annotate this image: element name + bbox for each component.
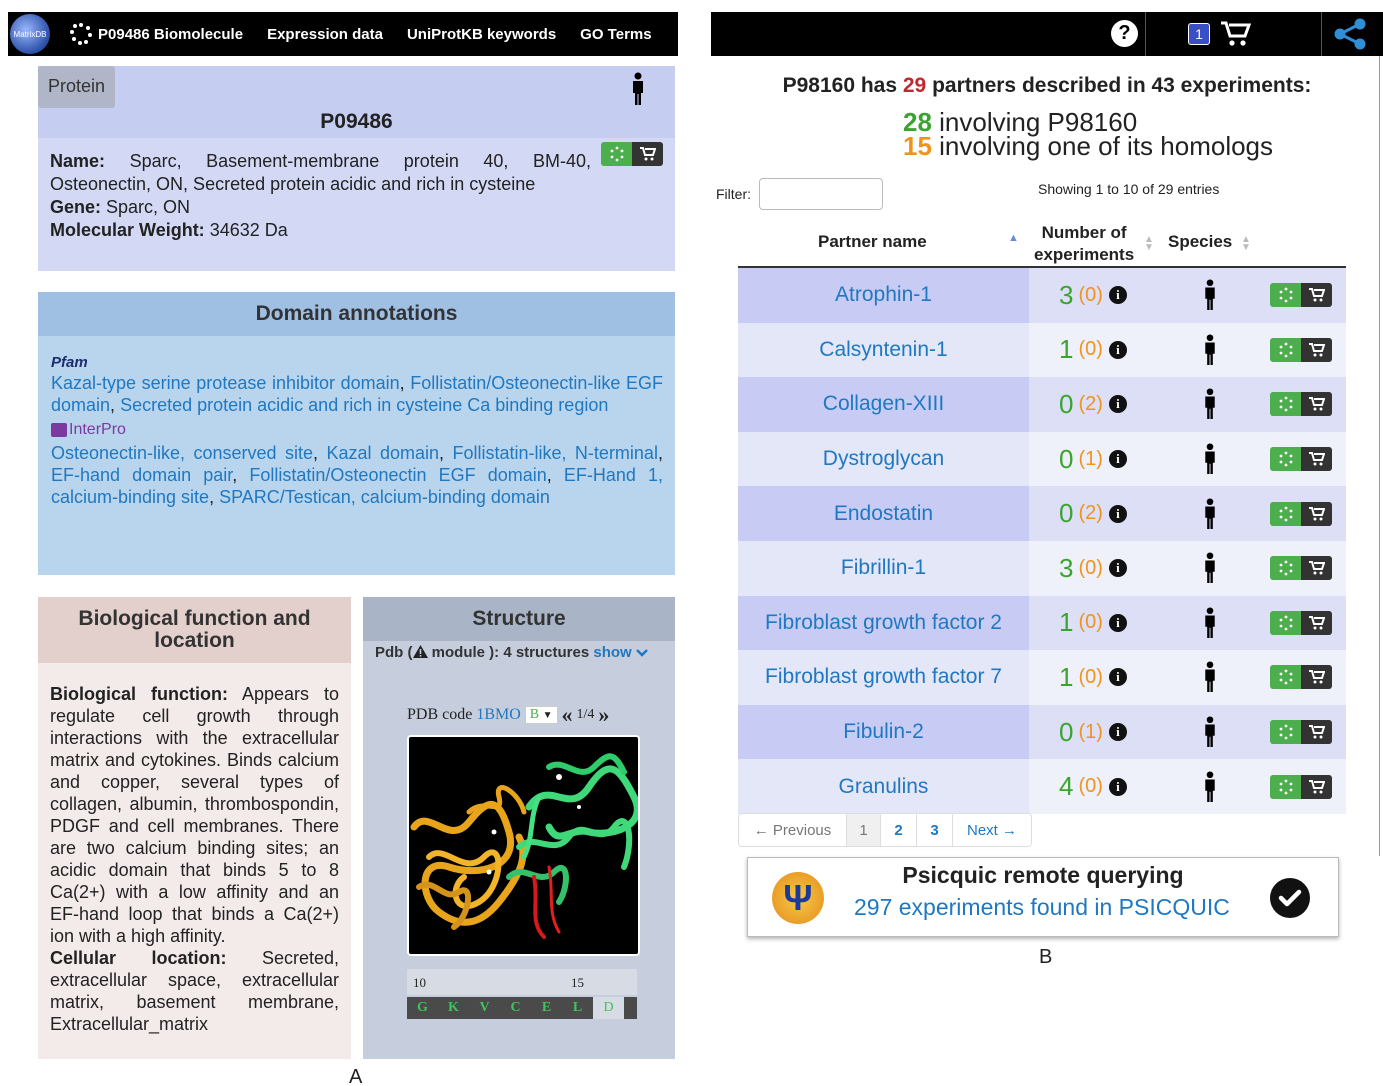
add-to-cart-button[interactable] bbox=[1270, 392, 1332, 416]
add-to-cart-button[interactable] bbox=[1270, 556, 1332, 580]
cart-icon[interactable] bbox=[1221, 21, 1251, 47]
pdb-code-label: PDB code bbox=[407, 706, 473, 723]
cart-icon bbox=[632, 142, 663, 166]
cart-icon bbox=[1301, 556, 1332, 580]
partner-link[interactable]: Dystroglycan bbox=[738, 432, 1029, 487]
filter-label: Filter: bbox=[716, 186, 751, 202]
homolog-count: (0) bbox=[1078, 338, 1103, 361]
cart-cell bbox=[1256, 611, 1346, 635]
species-cell bbox=[1164, 279, 1256, 311]
human-species-icon bbox=[1203, 607, 1217, 639]
partner-link[interactable]: Granulins bbox=[738, 759, 1029, 814]
species-cell bbox=[1164, 334, 1256, 366]
info-icon[interactable]: i bbox=[1109, 286, 1127, 304]
partner-link[interactable]: Calsyntenin-1 bbox=[738, 323, 1029, 378]
sequence-numbers bbox=[407, 969, 637, 995]
residue[interactable]: G bbox=[417, 1000, 428, 1015]
pfam-links: Kazal-type serine protease inhibitor domain, Follistatin/Osteonectin-like EGF domain, Secreted protein acidic and rich in cysteine Ca binding region bbox=[51, 373, 663, 415]
partner-link[interactable]: Endostatin bbox=[738, 486, 1029, 541]
structure-summary bbox=[363, 641, 675, 661]
cart-icon bbox=[1301, 502, 1332, 526]
mw-value: 34632 Da bbox=[209, 220, 288, 240]
domain-annotations-body bbox=[38, 336, 675, 508]
protein-tab[interactable]: Protein bbox=[38, 66, 115, 108]
sort-icon: ▲ ▼ bbox=[1241, 234, 1251, 253]
table-row bbox=[738, 432, 1346, 487]
sort-asc-icon: ▲ bbox=[1008, 232, 1019, 244]
nav-go-terms[interactable]: GO Terms bbox=[580, 25, 652, 43]
cart-cell bbox=[1256, 720, 1346, 744]
human-species-icon bbox=[1203, 661, 1217, 693]
share-icon[interactable] bbox=[1333, 18, 1367, 50]
biological-function-title: Biological function and location bbox=[38, 597, 351, 663]
table-row bbox=[738, 596, 1346, 651]
add-to-cart-button[interactable] bbox=[1270, 665, 1332, 689]
human-species-icon bbox=[1203, 552, 1217, 584]
direct-count: 1 bbox=[1059, 334, 1074, 365]
matrixdb-logo[interactable]: MatrixDB bbox=[10, 14, 50, 54]
table-row bbox=[738, 650, 1346, 705]
table-row bbox=[738, 705, 1346, 760]
involving-count: 28 bbox=[903, 107, 932, 137]
biomolecule-dots-icon bbox=[1270, 775, 1301, 799]
cart-cell bbox=[1256, 502, 1346, 526]
sort-icon: ▲ ▼ bbox=[1144, 234, 1154, 253]
col-partner-name[interactable]: Partner name bbox=[818, 232, 927, 251]
add-to-cart-button[interactable] bbox=[1270, 502, 1332, 526]
structure-pager: 1/4 bbox=[576, 707, 595, 722]
residue[interactable]: V bbox=[479, 1000, 490, 1015]
partner-link[interactable]: Fibroblast growth factor 2 bbox=[738, 596, 1029, 651]
species-cell bbox=[1164, 607, 1256, 639]
homolog-count: (1) bbox=[1078, 447, 1103, 470]
structure-prev-icon[interactable]: « bbox=[561, 702, 573, 727]
info-icon[interactable]: i bbox=[1109, 505, 1127, 523]
experiment-count bbox=[1029, 759, 1164, 814]
panel-b-navbar bbox=[711, 12, 1383, 56]
structure-sub-mid: module ): 4 structures bbox=[427, 644, 594, 661]
cart-cell bbox=[1256, 283, 1346, 307]
species-cell bbox=[1164, 661, 1256, 693]
biomolecule-dots-icon bbox=[1270, 611, 1301, 635]
add-to-cart-button[interactable] bbox=[1270, 720, 1332, 744]
homolog-count: (0) bbox=[1078, 775, 1103, 798]
protein-header bbox=[38, 66, 675, 138]
next-page-button[interactable]: Next → bbox=[966, 821, 1017, 839]
partners-text: partners described in 43 experiments: bbox=[932, 74, 1312, 97]
gene-label: Gene: bbox=[50, 197, 102, 217]
biological-function-body bbox=[38, 663, 351, 1035]
sequence-mid-number: 15 bbox=[571, 975, 584, 990]
cart-icon bbox=[1301, 447, 1332, 471]
name-value: Sparc, Basement-membrane protein 40, BM-40, Osteonectin, ON, Secreted protein acidic and rich in cysteine bbox=[50, 151, 591, 194]
structure-title: Structure bbox=[363, 597, 675, 641]
cart-cell bbox=[1256, 556, 1346, 580]
table-row bbox=[738, 377, 1346, 432]
biomolecule-dots-icon bbox=[1270, 720, 1301, 744]
partner-link[interactable]: Fibrillin-1 bbox=[738, 541, 1029, 596]
direct-count: 1 bbox=[1059, 607, 1074, 638]
protein-card bbox=[38, 66, 675, 271]
experiment-count bbox=[1029, 323, 1164, 378]
warning-icon bbox=[413, 645, 428, 658]
direct-count: 4 bbox=[1059, 771, 1074, 802]
table-header bbox=[738, 222, 1346, 268]
navbar-divider bbox=[1145, 12, 1146, 56]
info-icon[interactable]: i bbox=[1109, 341, 1127, 359]
protein-details bbox=[38, 138, 675, 254]
interpro-logo bbox=[51, 418, 663, 442]
chain-select[interactable] bbox=[525, 706, 558, 724]
biomolecule-dots-icon bbox=[1270, 283, 1301, 307]
partner-link[interactable]: Atrophin-1 bbox=[738, 268, 1029, 323]
partner-link[interactable]: Collagen-XIII bbox=[738, 377, 1029, 432]
col-number-experiments[interactable] bbox=[1034, 222, 1134, 266]
interpro-link[interactable]: Follistatin-like, N-terminal bbox=[452, 443, 658, 463]
species-cell bbox=[1164, 771, 1256, 803]
direct-count: 0 bbox=[1059, 388, 1074, 419]
pdb-code-row bbox=[407, 702, 610, 727]
panel-b-border bbox=[1379, 56, 1380, 856]
cart-icon bbox=[1301, 720, 1332, 744]
panel-a-label: A bbox=[349, 1066, 363, 1086]
biological-function-card bbox=[38, 597, 351, 1059]
page-3-button[interactable]: 3 bbox=[917, 814, 953, 846]
nav-biomolecule-label: P09486 Biomolecule bbox=[98, 25, 244, 43]
cart-icon bbox=[1301, 338, 1332, 362]
direct-count: 3 bbox=[1059, 552, 1074, 583]
human-species-icon bbox=[1203, 716, 1217, 748]
residue[interactable]: C bbox=[510, 1000, 521, 1015]
partner-link[interactable]: Fibulin-2 bbox=[738, 705, 1029, 760]
interpro-link[interactable]: Kazal domain bbox=[326, 443, 439, 463]
homolog-count: (0) bbox=[1078, 556, 1103, 579]
homolog-count: (2) bbox=[1078, 502, 1103, 525]
protein-structure-image bbox=[409, 737, 638, 954]
pfam-link[interactable]: Follistatin/Osteonectin-like EGF domain bbox=[51, 373, 663, 415]
homolog-count: 15 bbox=[903, 131, 932, 161]
human-species-icon bbox=[1203, 498, 1217, 530]
check-icon bbox=[1270, 878, 1310, 918]
direct-count: 0 bbox=[1059, 443, 1074, 474]
human-species-icon bbox=[1203, 334, 1217, 366]
cart-cell bbox=[1256, 338, 1346, 362]
homolog-count: (1) bbox=[1078, 720, 1103, 743]
summary-has: has bbox=[860, 74, 898, 97]
help-icon[interactable]: ? bbox=[1111, 20, 1138, 47]
cart-icon bbox=[1301, 283, 1332, 307]
add-to-cart-button[interactable] bbox=[1270, 338, 1332, 362]
protein-name-row bbox=[50, 150, 663, 196]
info-icon[interactable]: i bbox=[1109, 668, 1127, 686]
function-label: Biological function: bbox=[50, 684, 228, 704]
homolog-count: (2) bbox=[1078, 392, 1103, 415]
navbar-divider bbox=[1321, 12, 1322, 56]
entries-info: Showing 1 to 10 of 29 entries bbox=[1038, 181, 1220, 197]
info-icon[interactable]: i bbox=[1109, 614, 1127, 632]
col-species[interactable]: Species bbox=[1168, 232, 1233, 251]
human-species-icon bbox=[1203, 388, 1217, 420]
add-to-cart-button[interactable] bbox=[1270, 775, 1332, 799]
biomolecule-dots-icon bbox=[601, 142, 632, 166]
experiment-count bbox=[1029, 268, 1164, 323]
add-to-cart-button[interactable] bbox=[1270, 447, 1332, 471]
name-label: Name: bbox=[50, 151, 106, 171]
biomolecule-dots-icon bbox=[1270, 502, 1301, 526]
chevron-down-icon bbox=[636, 649, 648, 657]
pagination bbox=[738, 813, 1032, 847]
protein-gene-row bbox=[50, 196, 663, 219]
nav-biomolecule[interactable] bbox=[70, 23, 243, 45]
protein-mw-row bbox=[50, 219, 663, 242]
residue[interactable]: E bbox=[541, 1000, 552, 1015]
residue[interactable]: L bbox=[572, 1000, 583, 1015]
residue[interactable]: D bbox=[593, 997, 624, 1019]
interpro-link[interactable]: EF-hand domain pair bbox=[51, 465, 233, 485]
table-row bbox=[738, 541, 1346, 596]
direct-count: 0 bbox=[1059, 716, 1074, 747]
species-cell bbox=[1164, 716, 1256, 748]
cart-icon bbox=[1301, 775, 1332, 799]
species-cell bbox=[1164, 552, 1256, 584]
experiment-count bbox=[1029, 541, 1164, 596]
biomolecule-dots-icon bbox=[1270, 392, 1301, 416]
homolog-line bbox=[903, 131, 1274, 161]
interpro-label: InterPro bbox=[69, 421, 126, 438]
human-species-icon bbox=[1203, 771, 1217, 803]
partners-summary bbox=[711, 74, 1383, 98]
table-row bbox=[738, 268, 1346, 323]
psicquic-link[interactable]: 297 experiments found in PSICQUIC bbox=[854, 894, 1230, 920]
info-icon[interactable]: i bbox=[1109, 723, 1127, 741]
mw-label: Molecular Weight: bbox=[50, 220, 205, 240]
protein-id: P09486 bbox=[320, 110, 393, 133]
info-icon[interactable]: i bbox=[1109, 395, 1127, 413]
psicquic-logo-icon: Ψ bbox=[772, 872, 824, 924]
table-row bbox=[738, 486, 1346, 541]
residue[interactable]: K bbox=[448, 1000, 459, 1015]
biomolecule-dots-icon bbox=[70, 23, 92, 45]
cart-cell bbox=[1256, 392, 1346, 416]
interpro-link[interactable]: Follistatin/Osteonectin EGF domain bbox=[249, 465, 547, 485]
panel-b-label: B bbox=[1039, 946, 1053, 968]
caret-down-icon: ▼ bbox=[542, 710, 553, 721]
biomolecule-dots-icon bbox=[1270, 556, 1301, 580]
experiment-count bbox=[1029, 705, 1164, 760]
cart-icon bbox=[1301, 665, 1332, 689]
human-species-icon bbox=[1203, 279, 1217, 311]
cart-cell bbox=[1256, 665, 1346, 689]
homolog-count: (0) bbox=[1078, 611, 1103, 634]
cart-cell bbox=[1256, 447, 1346, 471]
function-text: Appears to regulate cell growth through interactions with the extracellular matrix and cytokines. Binds calcium and copper, several types of collagen, albumin, thrombospondin, PDGF and cell membranes. There are two calcium binding sites; an acidic domain that binds 5 to 8 Ca(2+) with a low affinity and an EF-hand loop that binds a Ca(2+) ion with a high affinity. bbox=[50, 684, 339, 946]
biomolecule-dots-icon bbox=[1270, 338, 1301, 362]
show-label: show bbox=[593, 644, 632, 661]
experiment-count bbox=[1029, 432, 1164, 487]
info-icon[interactable]: i bbox=[1109, 778, 1127, 796]
add-to-cart-button[interactable] bbox=[601, 142, 663, 166]
interpro-link[interactable]: EF-Hand 1, calcium-binding site bbox=[51, 465, 663, 507]
table-row bbox=[738, 323, 1346, 378]
structure-card bbox=[363, 597, 675, 1059]
show-structures-link[interactable] bbox=[593, 644, 648, 661]
partners-count: 29 bbox=[902, 74, 927, 97]
experiment-count bbox=[1029, 596, 1164, 651]
species-cell bbox=[1164, 443, 1256, 475]
cart-icon bbox=[1301, 392, 1332, 416]
partners-table-body bbox=[738, 268, 1346, 814]
filter-input[interactable] bbox=[759, 178, 883, 210]
molecule-viewer[interactable] bbox=[407, 735, 640, 956]
experiment-count bbox=[1029, 377, 1164, 432]
structure-next-icon[interactable]: » bbox=[598, 702, 610, 727]
interpro-link[interactable]: SPARC/Testican, calcium-binding domain bbox=[219, 487, 550, 507]
biomolecule-dots-icon bbox=[1270, 665, 1301, 689]
col-experiments-line2: experiments bbox=[1034, 245, 1135, 264]
domain-annotations-title: Domain annotations bbox=[38, 292, 675, 336]
biomolecule-dots-icon bbox=[1270, 447, 1301, 471]
location-label: Cellular location: bbox=[50, 948, 227, 968]
homolog-count: (0) bbox=[1078, 283, 1103, 306]
pfam-link[interactable]: Secreted protein acidic and rich in cysteine Ca binding region bbox=[120, 395, 609, 415]
gene-value: Sparc, ON bbox=[106, 197, 191, 217]
sequence-row bbox=[407, 997, 637, 1019]
pfam-logo: Pfam bbox=[51, 354, 88, 371]
human-species-icon bbox=[631, 72, 645, 106]
location-text: Secreted, extracellular space, extracellular matrix, basement membrane, Extracellular_matrix bbox=[50, 948, 339, 1034]
partner-link[interactable]: Fibroblast growth factor 7 bbox=[738, 650, 1029, 705]
interpro-links: Osteonectin-like, conserved site, Kazal domain, Follistatin-like, N-terminal, EF-hand domain pair, Follistatin/Osteonectin EGF domain, EF-Hand 1, calcium-binding site, SPARC/Testican, calcium-binding domain bbox=[51, 443, 663, 507]
experiment-count bbox=[1029, 650, 1164, 705]
sequence-start-number: 10 bbox=[413, 975, 426, 990]
cart-count-badge: 1 bbox=[1188, 23, 1210, 45]
species-cell bbox=[1164, 388, 1256, 420]
cart-icon bbox=[1301, 611, 1332, 635]
interpro-icon bbox=[51, 423, 67, 437]
involving-text: involving P98160 bbox=[939, 107, 1138, 137]
pdb-code-link[interactable]: 1BMO bbox=[476, 706, 521, 723]
direct-count: 1 bbox=[1059, 661, 1074, 692]
info-icon[interactable]: i bbox=[1109, 559, 1127, 577]
domain-annotations-card bbox=[38, 292, 675, 575]
add-to-cart-button[interactable] bbox=[1270, 283, 1332, 307]
structure-sub-prefix: Pdb ( bbox=[375, 644, 413, 661]
nav-uniprot-keywords[interactable]: UniProtKB keywords bbox=[406, 25, 557, 43]
cart-cell bbox=[1256, 775, 1346, 799]
species-cell bbox=[1164, 498, 1256, 530]
psicquic-title: Psicquic remote querying bbox=[902, 862, 1184, 888]
homolog-text: involving one of its homologs bbox=[939, 131, 1274, 161]
experiment-count bbox=[1029, 486, 1164, 541]
summary-protein: P98160 bbox=[782, 74, 855, 97]
info-icon[interactable]: i bbox=[1109, 450, 1127, 468]
human-species-icon bbox=[1203, 443, 1217, 475]
previous-page-button[interactable]: ← Previous bbox=[739, 814, 847, 846]
add-to-cart-button[interactable] bbox=[1270, 611, 1332, 635]
direct-count: 0 bbox=[1059, 498, 1074, 529]
table-row bbox=[738, 759, 1346, 814]
nav-expression-data[interactable]: Expression data bbox=[267, 25, 383, 43]
col-experiments-line1: Number of bbox=[1041, 223, 1127, 242]
psicquic-box bbox=[747, 857, 1339, 937]
interpro-link[interactable]: Osteonectin-like, conserved site bbox=[51, 443, 314, 463]
pfam-link[interactable]: Kazal-type serine protease inhibitor domain bbox=[51, 373, 400, 393]
chain-value: B bbox=[529, 707, 540, 722]
panel-a-navbar bbox=[8, 12, 678, 56]
homolog-count: (0) bbox=[1078, 665, 1103, 688]
direct-count: 3 bbox=[1059, 279, 1074, 310]
page-1-button[interactable]: 1 bbox=[847, 814, 881, 846]
page-2-button[interactable]: 2 bbox=[881, 814, 917, 846]
